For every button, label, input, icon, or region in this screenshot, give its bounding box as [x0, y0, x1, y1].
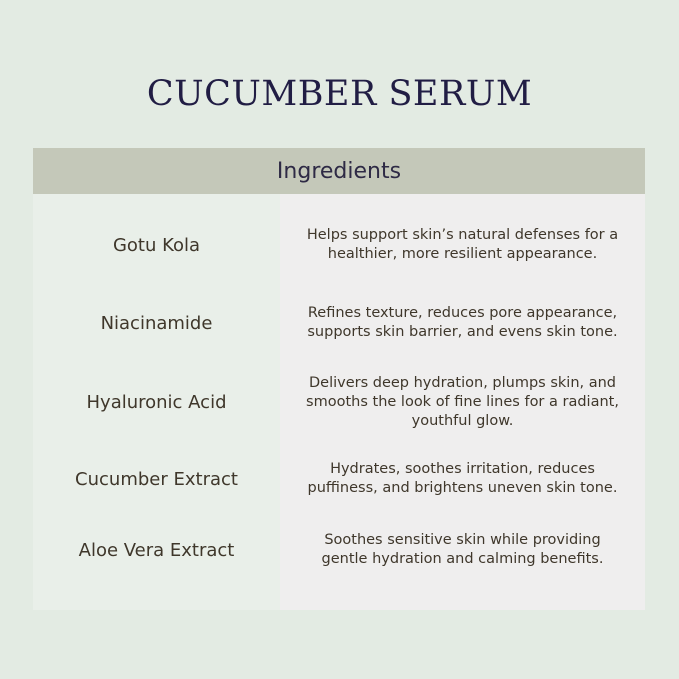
ingredient-description: Hydrates, soothes irritation, reduces puffiness, and brightens uneven skin tone. — [307, 461, 618, 496]
ingredient-name: Niacinamide — [100, 312, 213, 334]
table-row — [33, 529, 645, 571]
ingredient-name: Aloe Vera Extract — [78, 539, 235, 561]
ingredient-name: Gotu Kola — [112, 234, 201, 256]
table-row — [33, 372, 645, 432]
table-row — [33, 449, 645, 509]
ingredient-name: Cucumber Extract — [75, 468, 238, 490]
ingredient-description: Refines texture, reduces pore appearance, supports skin barrier, and evens skin tone. — [307, 305, 618, 340]
page-title: CUCUMBER SERUM — [146, 74, 533, 114]
table-row — [33, 293, 645, 353]
ingredient-name: Hyaluronic Acid — [86, 391, 227, 413]
ingredient-description: Delivers deep hydration, plumps skin, and smooths the look of fine lines for a radiant, youthful glow. — [306, 374, 619, 429]
table-header: Ingredients — [33, 148, 645, 194]
ingredients-table — [33, 148, 645, 610]
ingredient-description: Soothes sensitive skin while providing gentle hydration and calming benefits. — [321, 532, 604, 567]
table-row — [33, 215, 645, 275]
ingredient-description: Helps support skin’s natural defenses for a healthier, more resilient appearance. — [306, 227, 619, 262]
